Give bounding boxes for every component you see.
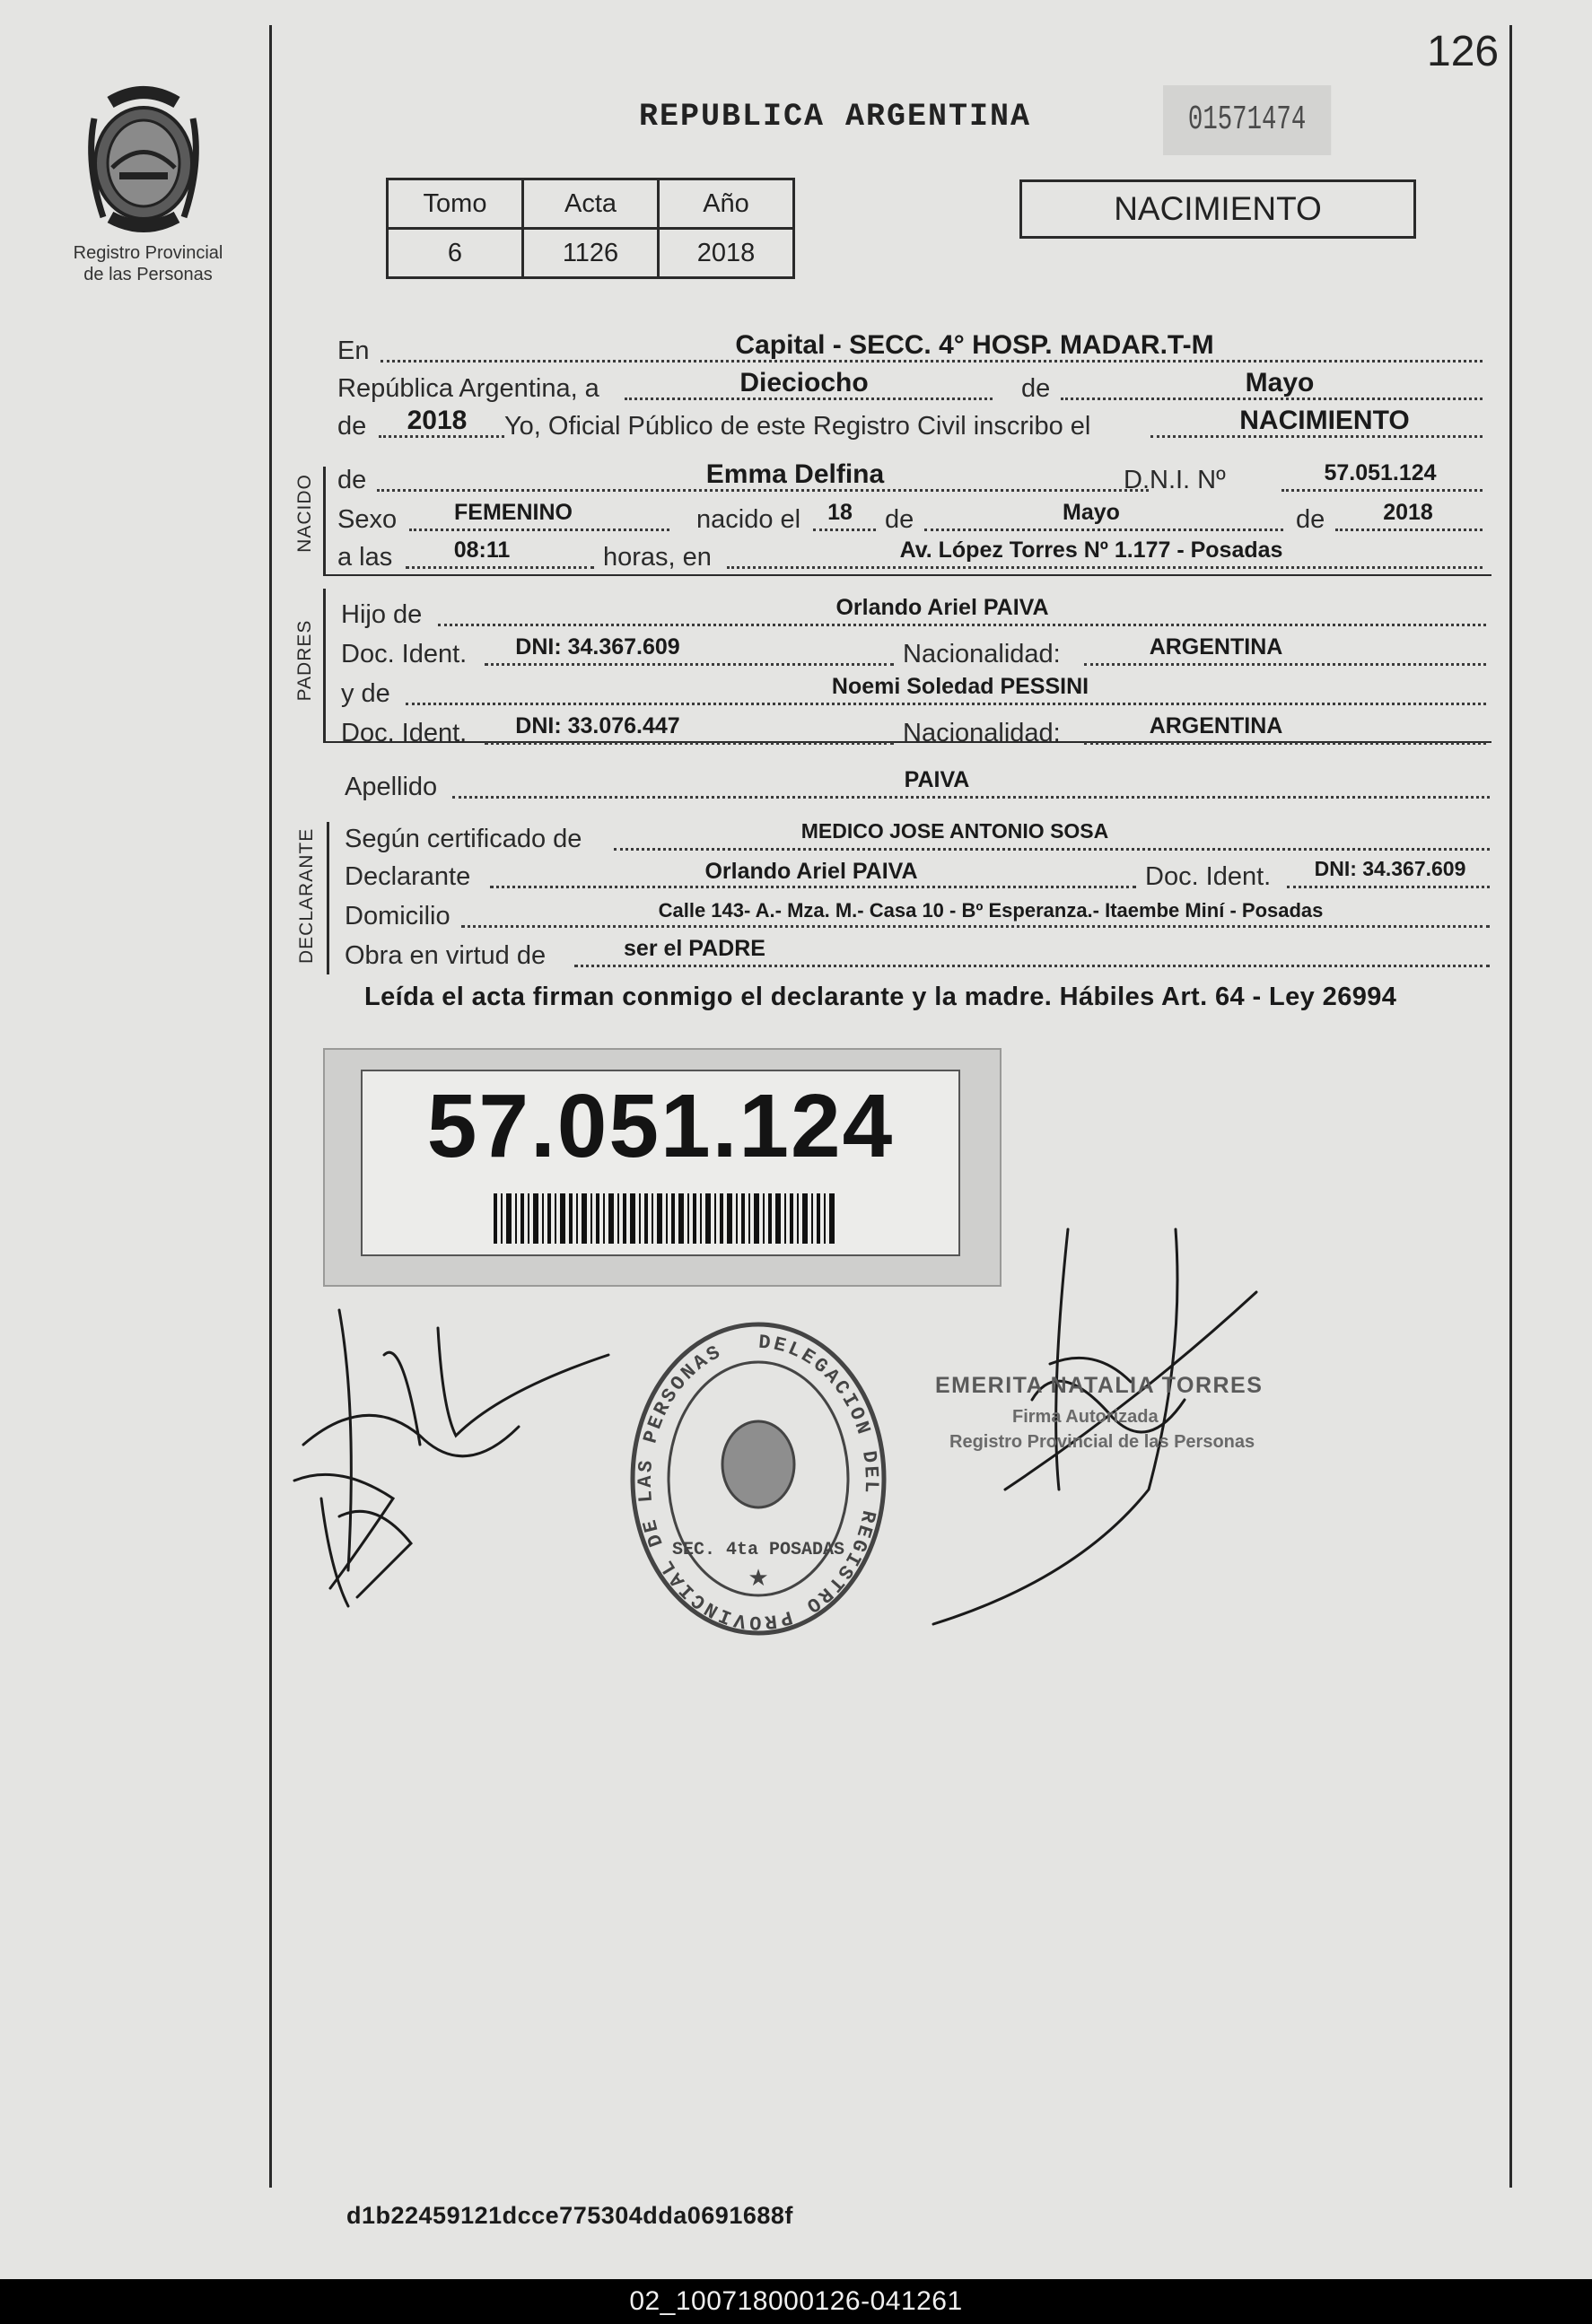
time-value: 08:11: [453, 537, 511, 563]
year-value: 2018: [407, 406, 468, 435]
mother-doc-label: Doc. Ident.: [341, 719, 468, 747]
anio-header: Año: [659, 179, 794, 229]
dotted-line: [1084, 663, 1486, 666]
declarant-signature: [285, 1301, 626, 1615]
time-label: a las: [337, 543, 393, 572]
page-number: 126: [1427, 28, 1500, 75]
address-value: Calle 143- A.- Mza. M.- Casa 10 - Bº Esperanza.- Itaembe Miní - Posadas: [658, 899, 1324, 922]
declarante-bracket: [327, 822, 329, 974]
province-coat-of-arms-logo: [76, 83, 211, 237]
mother-doc-row: [341, 712, 1486, 748]
dni-label-text: D.N.I. Nº: [1124, 466, 1226, 494]
sex-row: [337, 499, 1483, 535]
father-nat-value: ARGENTINA: [1149, 634, 1283, 660]
seal-outer-text: DELEGACION DEL REGISTRO PROVINCIAL DE LAS PERSONAS: [634, 1331, 883, 1634]
hours-label: horas, en: [603, 543, 712, 572]
born-label: nacido el: [696, 505, 801, 534]
dotted-line: [409, 529, 669, 531]
declarant-doc-label: Doc. Ident.: [1145, 862, 1272, 891]
section-divider: [323, 574, 1491, 576]
padres-section-label: PADRES: [294, 619, 315, 702]
surname-label: Apellido: [345, 773, 438, 801]
dni-barcode-label: [323, 1048, 1002, 1287]
dotted-line: [406, 703, 1486, 705]
seal-inner-text: SEC. 4ta POSADAS: [671, 1540, 845, 1560]
dotted-line: [574, 965, 1490, 967]
place-label: En: [337, 336, 370, 365]
surname-value: PAIVA: [904, 767, 970, 792]
year-row: [337, 406, 1483, 441]
dotted-line: [461, 925, 1490, 928]
dotted-line: [813, 529, 876, 531]
father-row: [341, 594, 1486, 630]
barcode-icon: [494, 1193, 835, 1244]
dotted-line: [1281, 489, 1483, 492]
closing-statement: Leída el acta firman conmigo el declarante y la madre. Hábiles Art. 64 - Ley 26994: [364, 983, 1397, 1011]
mother-nat-label: Nacionalidad:: [903, 719, 1061, 747]
event-value: NACIMIENTO: [1239, 406, 1410, 435]
nacido-bracket: [323, 467, 326, 574]
left-margin-line: [269, 25, 272, 2188]
official-name: EMERITA NATALIA TORRES: [935, 1373, 1264, 1398]
address-row: [345, 896, 1490, 931]
reference-table: [386, 178, 795, 279]
birth-year-label: de: [1296, 505, 1325, 534]
address-label: Domicilio: [345, 902, 450, 930]
statement-text: Yo, Oficial Público de este Registro Civil inscribo el: [504, 412, 1091, 441]
birth-day-value: 18: [827, 500, 853, 525]
child-name-value: Emma Delfina: [705, 459, 885, 489]
document-hash: d1b22459121dcce775304dda0691688f: [346, 2202, 793, 2229]
birth-place-value: Av. López Torres Nº 1.177 - Posadas: [899, 537, 1283, 563]
footer-file-id: 02_100718000126-041261: [629, 2286, 963, 2316]
act-type-box: NACIMIENTO: [1019, 179, 1416, 239]
father-doc-label: Doc. Ident.: [341, 640, 468, 668]
dotted-line: [614, 848, 1490, 851]
registry-name-line1: Registro Provincial: [73, 243, 223, 263]
dotted-line: [727, 566, 1483, 569]
reason-value: ser el PADRE: [624, 936, 765, 961]
reason-label: Obra en virtud de: [345, 941, 547, 970]
registry-name: [54, 242, 242, 285]
acta-header: Acta: [523, 179, 659, 229]
declarant-name-value: Orlando Ariel PAIVA: [704, 859, 918, 884]
acta-value: 1126: [523, 229, 659, 278]
official-role: Firma Autorizada: [1012, 1407, 1159, 1427]
official-registry: Registro Provincial de las Personas: [949, 1432, 1255, 1452]
certificate-row: [345, 818, 1490, 854]
father-doc-value: DNI: 34.367.609: [515, 634, 680, 660]
declarant-label: Declarante: [345, 862, 471, 891]
dotted-line: [924, 529, 1283, 531]
registry-seal: [628, 1321, 888, 1637]
tomo-value: 6: [388, 229, 523, 278]
dotted-line: [438, 624, 1486, 626]
dotted-line: [485, 663, 894, 666]
mother-nat-value: ARGENTINA: [1149, 713, 1283, 738]
nacido-section-label: NACIDO: [294, 474, 315, 553]
father-doc-row: [341, 633, 1486, 669]
dotted-line: [1287, 886, 1490, 888]
document-title: REPUBLICA ARGENTINA: [639, 99, 1032, 135]
dotted-line: [1335, 529, 1483, 531]
right-margin-line: [1509, 25, 1512, 2188]
declarant-row: [345, 856, 1490, 892]
surname-row: [345, 766, 1490, 802]
day-value: Dieciocho: [739, 368, 869, 398]
registry-name-line2: de las Personas: [83, 265, 213, 284]
padres-bracket: [323, 589, 326, 741]
mother-doc-value: DNI: 33.076.447: [515, 713, 680, 738]
declarant-doc-value: DNI: 34.367.609: [1314, 857, 1466, 880]
time-place-row: [337, 537, 1483, 572]
child-name-label: de: [337, 466, 367, 494]
dotted-line: [452, 796, 1490, 799]
child-name-row: [337, 459, 1483, 495]
mother-name-value: Noemi Soledad PESSINI: [831, 674, 1089, 699]
dotted-line: [485, 742, 894, 745]
anio-value: 2018: [659, 229, 794, 278]
birth-month-label: de: [885, 505, 914, 534]
place-row: [337, 330, 1483, 366]
month-label: de: [1021, 374, 1051, 403]
mother-row: [341, 673, 1486, 709]
place-value: Capital - SECC. 4° HOSP. MADAR.T-M: [735, 330, 1214, 360]
reason-row: [345, 935, 1490, 971]
dotted-line: [406, 566, 594, 569]
father-name-value: Orlando Ariel PAIVA: [835, 595, 1049, 620]
dni-label-number: 57.051.124: [426, 1076, 895, 1176]
serial-number-stamp: 01571474: [1163, 85, 1331, 155]
tomo-header: Tomo: [388, 179, 523, 229]
country-label: República Argentina, a: [337, 374, 599, 403]
star-icon: ★: [748, 1564, 769, 1591]
sex-label: Sexo: [337, 505, 398, 534]
dotted-line: [490, 886, 1136, 888]
father-label: Hijo de: [341, 600, 423, 629]
certificate-value: MEDICO JOSE ANTONIO SOSA: [800, 819, 1109, 843]
declarante-section-label: DECLARANTE: [296, 827, 317, 964]
month-value: Mayo: [1245, 368, 1315, 398]
year-label: de: [337, 412, 367, 441]
certificate-label: Según certificado de: [345, 825, 582, 853]
birth-year-value: 2018: [1383, 500, 1433, 525]
birth-month-value: Mayo: [1063, 500, 1120, 525]
child-dni-value: 57.051.124: [1324, 460, 1437, 485]
dotted-line: [1084, 742, 1486, 745]
date-row: [337, 368, 1483, 404]
father-nat-label: Nacionalidad:: [903, 640, 1061, 668]
mother-label: y de: [341, 679, 390, 708]
sex-value: FEMENINO: [454, 500, 573, 525]
dni-label-inner: [361, 1070, 960, 1256]
